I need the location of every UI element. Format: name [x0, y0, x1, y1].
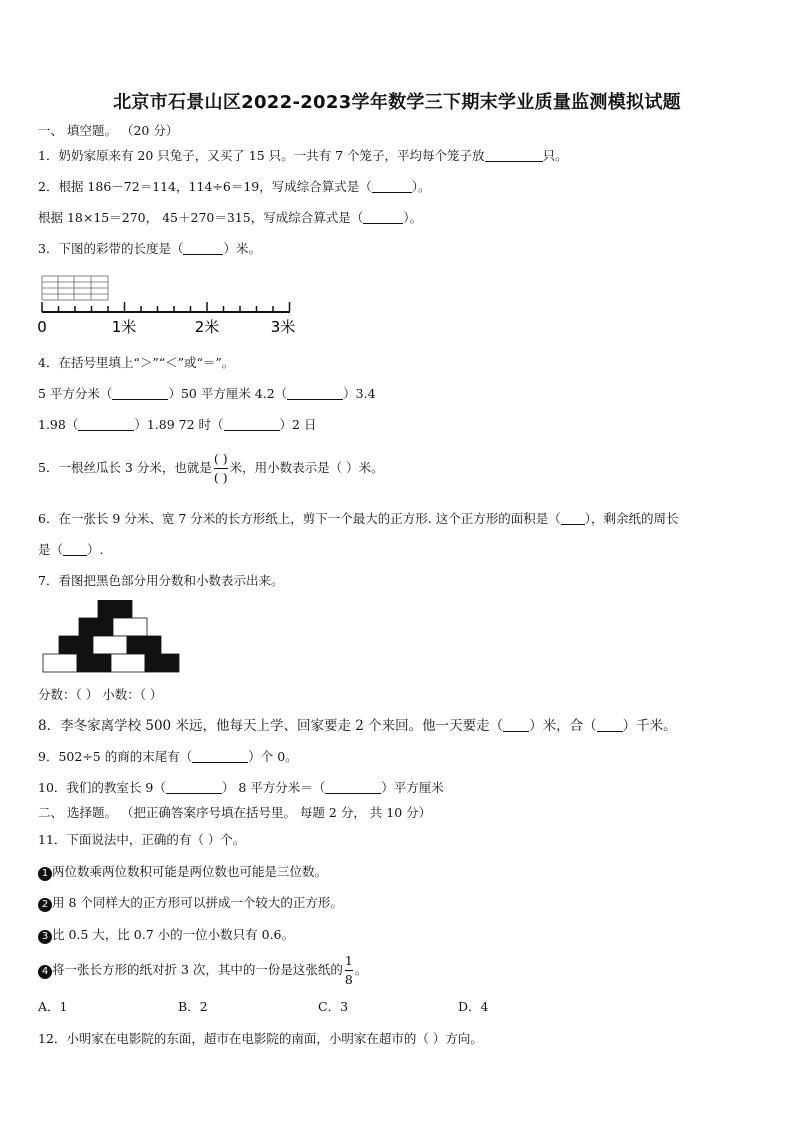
brick-black [145, 654, 179, 672]
ruler-label-3m: 3米 [270, 318, 296, 336]
question-10: 10．我们的教室长 9（ ） 8 平方分米＝（ ）平方厘米 [38, 780, 444, 795]
circled-number-3: 3 [38, 930, 52, 944]
fraction-answer[interactable]: $\frac{( )}{( )}$ [213, 451, 228, 485]
question-6-line-2: 是（ ）. [38, 542, 104, 557]
answer-blank[interactable] [597, 719, 623, 732]
question-1: 1．奶奶家原来有 20 只兔子，又买了 15 只。一共有 7 个笼子，平均每个笼子放 只。 [38, 148, 568, 163]
question-2b: 根据 18×15＝270， 45＋270＝315，写成综合算式是（ ）。 [38, 210, 422, 225]
ribbon-ruler-figure [36, 270, 306, 342]
question-4: 4．在括号里填上“＞”“＜”或“＝”。 [38, 355, 235, 370]
answer-blank[interactable] [78, 418, 134, 431]
brick-black [127, 636, 161, 654]
section-choice-heading: 二、 选择题。 （把正确答案序号填在括号里。 每题 2 分， 共 10 分） [38, 805, 432, 820]
brick-white [113, 618, 147, 636]
ruler-label-2m: 2米 [194, 318, 220, 336]
answer-blank[interactable] [224, 418, 280, 431]
question-11-statement-3: 3 比 0.5 大，比 0.7 小的一位小数只有 0.6。 [38, 927, 294, 944]
question-4-row-1: 5 平方分米（ ）50 平方厘米 4.2（ ）3.4 [38, 386, 376, 401]
answer-blank[interactable] [112, 387, 168, 400]
option-c[interactable]: C．3 [318, 999, 349, 1014]
answer-blank[interactable] [372, 180, 412, 193]
question-9: 9．502÷5 的商的末尾有（ ）个 0。 [38, 749, 298, 764]
question-11-statement-2: 2 用 8 个同样大的正方形可以拼成一个较大的正方形。 [38, 895, 343, 912]
option-a[interactable]: A．1 [38, 999, 68, 1014]
ribbon [42, 276, 108, 300]
question-11-statement-1: 1 两位数乘两位数积可能是两位数也可能是三位数。 [38, 864, 327, 881]
answer-blank[interactable] [192, 750, 248, 763]
page-title: 北京市石景山区2022-2023学年数学三下期末学业质量监测模拟试题 [113, 92, 681, 113]
brick-black [98, 600, 132, 618]
answer-blank[interactable] [166, 781, 222, 794]
brick-white [93, 636, 127, 654]
section-fill-in-heading: 一、 填空题。 （20 分） [38, 123, 179, 138]
brick-black [59, 636, 93, 654]
answer-blank[interactable] [63, 543, 87, 556]
brick-figure [42, 600, 182, 673]
answer-blank[interactable] [363, 211, 403, 224]
ruler-ticks [42, 302, 290, 312]
question-3: 3．下图的彩带的长度是（ ）米。 [38, 241, 261, 256]
circled-number-4: 4 [38, 965, 52, 979]
question-11: 11．下面说法中，正确的有（ ）个。 [38, 832, 246, 847]
fraction-one-eighth: $\frac{1}{8}$ [344, 953, 353, 987]
ruler-label-1m: 1米 [111, 318, 137, 336]
ruler-label-0: 0 [37, 318, 47, 336]
answer-blank[interactable] [287, 387, 343, 400]
answer-blank[interactable] [325, 781, 381, 794]
circled-number-1: 1 [38, 867, 52, 881]
question-7-answer: 分数：（ ） 小数：（ ） [38, 687, 163, 702]
option-b[interactable]: B．2 [178, 999, 208, 1014]
question-12: 12．小明家在电影院的东面，超市在电影院的南面，小明家在超市的（ ）方向。 [38, 1031, 483, 1046]
question-8: 8．李冬家离学校 500 米远，他每天上学、回家要走 2 个来回。他一天要走（ ）米，合（ ）千米。 [38, 718, 677, 734]
brick-white [43, 654, 77, 672]
brick-black [79, 618, 113, 636]
brick-black [77, 654, 111, 672]
question-6-line-1: 6．在一张长 9 分米、宽 7 分米的长方形纸上，剪下一个最大的正方形. 这个正方形的面积是（ ），剩余纸的周长 [38, 511, 679, 526]
answer-blank[interactable] [503, 719, 529, 732]
question-5: 5．一根丝瓜长 3 分米，也就是 $\frac{( )}{( )}$ 米，用小数表示是（ ）米。 [38, 451, 384, 485]
question-7: 7．看图把黑色部分用分数和小数表示出来。 [38, 573, 284, 588]
question-11-statement-4: 4 将一张长方形的纸对折 3 次，其中的一份是这张纸的 $\frac{1}{8}$ 。 [38, 950, 367, 990]
question-4-row-2: 1.98（ ）1.89 72 时（ ）2 日 [38, 417, 317, 432]
option-d[interactable]: D．4 [458, 999, 489, 1014]
question-2a: 2．根据 186－72＝114，114÷6＝19，写成综合算式是（ ）。 [38, 179, 431, 194]
answer-blank[interactable] [183, 242, 223, 255]
answer-blank[interactable] [561, 512, 585, 525]
circled-number-2: 2 [38, 898, 52, 912]
answer-blank[interactable] [485, 149, 543, 162]
brick-white [111, 654, 145, 672]
question-11-options [38, 999, 598, 1015]
